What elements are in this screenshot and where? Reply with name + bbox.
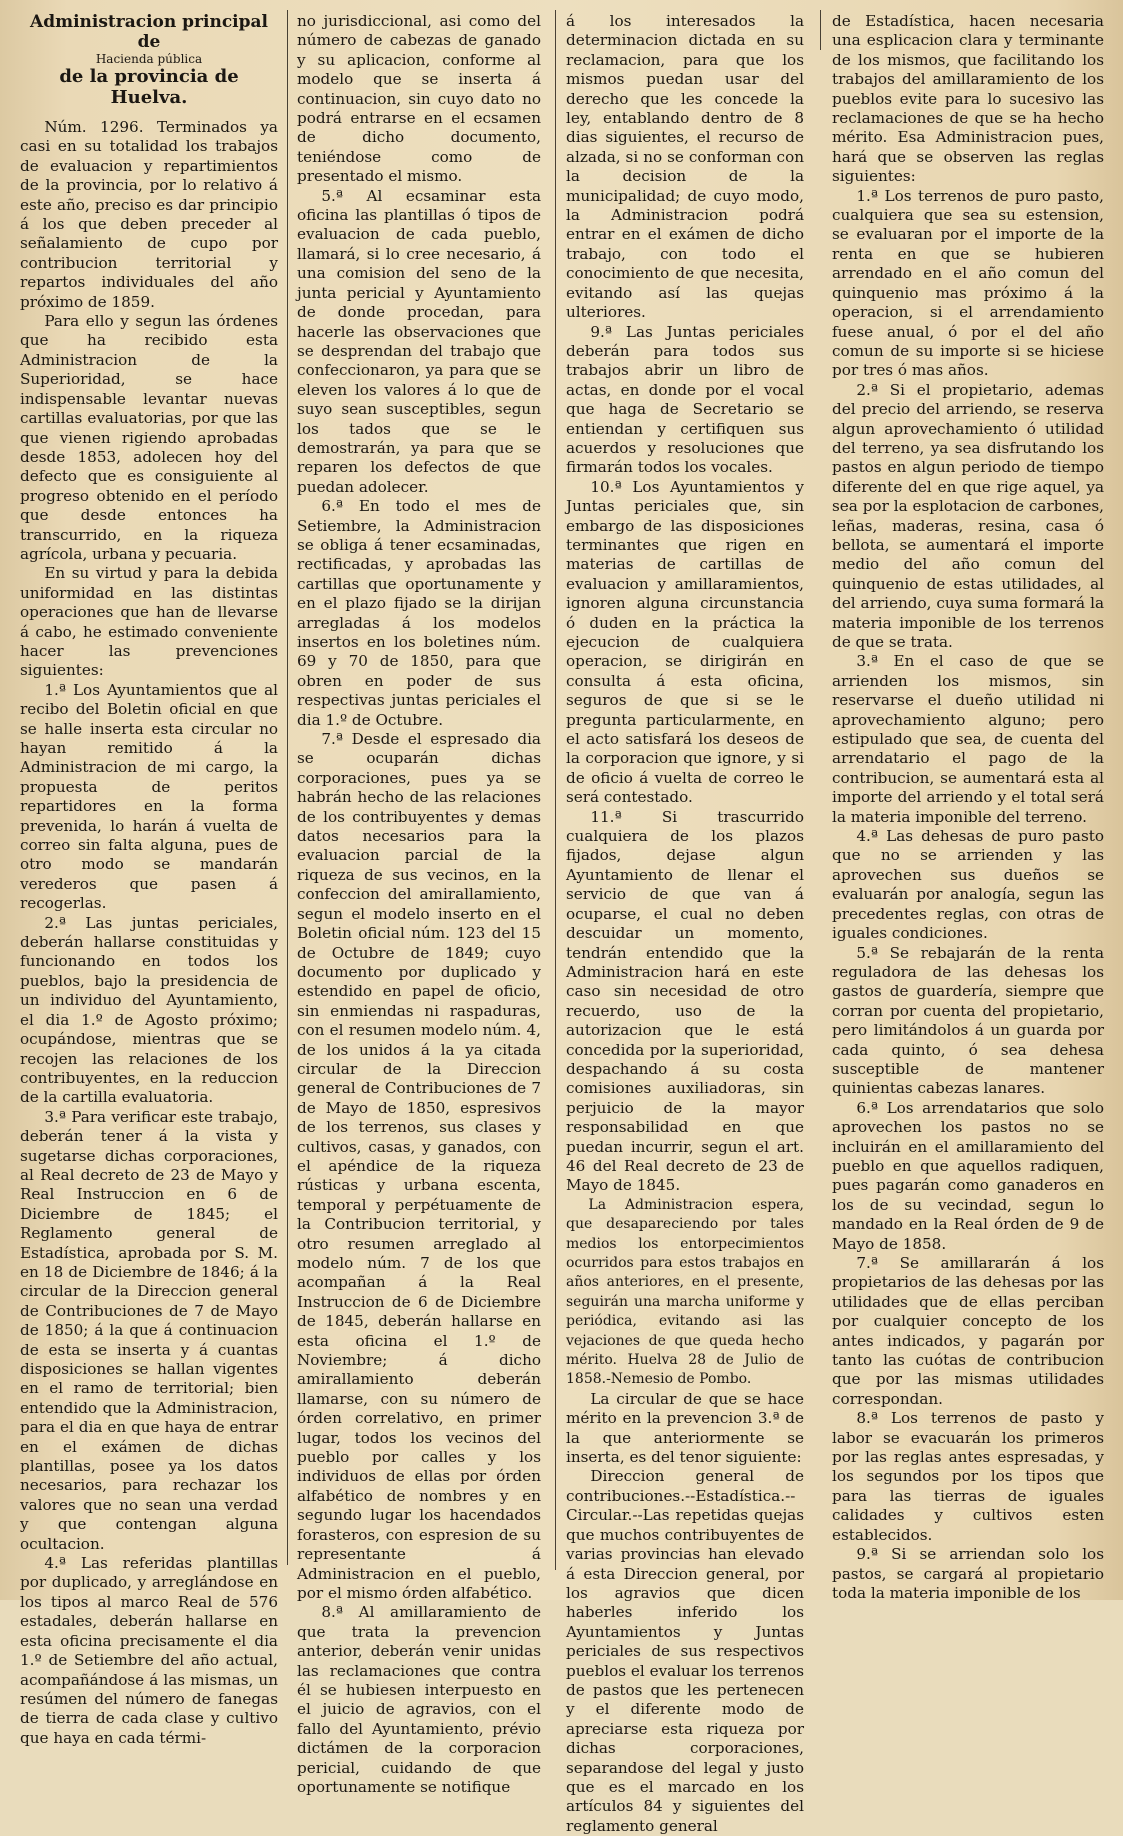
column-rule-1 <box>287 10 288 1565</box>
paragraph: 8.ª Los terrenos de pasto y labor se evacuarán los primeros por las reglas antes espresadas, y los segundos por los tipos que para las tierras de iguales calidades y cultivos esten establecidos. <box>832 1409 1104 1544</box>
paragraph: 6.ª En todo el mes de Setiembre, la Administracion se obliga á tener ecsaminadas, rectificadas, y aprobadas las cartillas que oportunamente y en el plazo fijado se la dirijan arregladas á los modelos insertos en los boletines núm. 69 y 70 de 1850, para que obren en poder de sus respectivas juntas periciales el dia 1.º de Octubre. <box>297 497 541 729</box>
paragraph: 3.ª Para verificar este trabajo, deberán tener á la vista y sugetarse dichas corporaciones, al Real decreto de 23 de Mayo y Real Instruccion en 6 de Diciembre de 1845; el Reglamento general de Estadística, aprobada por S. M. en 18 de Diciembre de 1846; á la circular de la Direccion general de Contribuciones de 7 de Mayo de 1850; á la que á continuacion de esta se inserta y á cuantas disposiciones se hallan vigentes en el ramo de territorial; bien entendido que la Administracion, para el dia en que haya de entrar en el exámen de dichas plantillas, posee ya los datos necesarios, para rechazar los valores que no sean una verdad y que contengan alguna ocultacion. <box>20 1107 278 1553</box>
paragraph: no jurisdiccional, asi como del número de cabezas de ganado y su aplicacion, conforme al modelo que se inserta á continuacion, sin cuyo dato no podrá entrarse en el ecsamen de dicho documento, teniéndose como de presentado el mismo. <box>297 12 541 186</box>
paragraph: de Estadística, hacen necesaria una esplicacion clara y terminante de los mismos, que facilitando los trabajos del amillaramiento de los pueblos evite para lo sucesivo las reclamaciones de que se ha hecho mérito. Esa Administracion pues, hará que se observen las reglas siguientes: <box>832 12 1104 186</box>
paragraph: 5.ª Al ecsaminar esta oficina las plantillas ó tipos de evaluacion de cada pueblo, llamará, si lo cree necesario, á una comision del seno de la junta pericial y Ayuntamiento de donde procedan, para hacerle las observaciones que se desprendan del trabajo que confeccionaron, ya para que se eleven los valores á lo que de suyo sean susceptibles, segun los tados que se le demostrarán, ya para que se reparen los defectos de que puedan adolecer. <box>297 186 541 496</box>
paragraph: 1.ª Los Ayuntamientos que al recibo del Boletin oficial en que se halle inserta esta circular no hayan remitido á la Administracion de mi cargo, la propuesta de peritos repartidores en la forma prevenida, lo harán á vuelta de correo sin falta alguna, pues de otro modo se mandarán verederos que pasen á recogerlas. <box>20 680 278 913</box>
closing-paragraph: La Administracion espera, que desapareciendo por tales medios los entorpecimientos ocurridos para estos trabajos en años anteriores, en el presente, seguirán una marcha uniforme y periódica, evitando asi las vejaciones de que queda hecho mérito. Huelva 28 de Julio de 1858.-Nemesio de Pombo. <box>566 1196 804 1388</box>
column-1 <box>20 12 278 1747</box>
header-province: de la provincia de Huelva. <box>59 66 239 108</box>
paragraph: 9.ª Si se arriendan solo los pastos, se cargará al propietario toda la materia imponible de los <box>832 1545 1104 1602</box>
paragraph: 4.ª Las referidas plantillas por duplicado, y arreglándose en los tipos al marco Real de 576 estadales, deberán hallarse en esta oficina precisamente el dia 1.º de Setiembre del año actual, acompañándose á las mismas, un resúmen del número de fanegas de tierra de cada clase y cultivo que haya en cada térmi- <box>20 1554 278 1747</box>
column-rule-2 <box>555 10 556 1570</box>
paragraph: La circular de que se hace mérito en la prevencion 3.ª de la que anteriormente se inserta, es del tenor siguiente: <box>566 1389 804 1467</box>
paragraph: Núm. 1296. Terminados ya casi en su totalidad los trabajos de evaluacion y repartimientos de la provincia, por lo relativo á este año, preciso es dar principio á los que deben preceder al señalamiento de cupo por contribucion territorial y repartos individuales del año próximo de 1859. <box>20 118 278 311</box>
column-4 <box>832 12 1104 1602</box>
column-2 <box>297 12 541 1796</box>
paragraph: 1.ª Los terrenos de puro pasto, cualquiera que sea su estension, se evaluaran por el importe de la renta en que se hubieren arrendado en el año comun del quinquenio mas próximo á la operacion, si el arrendamiento fuese anual, ó por el del año comun de su importe si se hiciese por tres ó mas años. <box>832 186 1104 380</box>
paragraph: 5.ª Se rebajarán de la renta reguladora de las dehesas los gastos de guardería, siempre que corran por cuenta del propietario, pero limitándolos á un guarda por cada quinto, ó sea dehesa susceptible de mantener quinientas cabezas lanares. <box>832 943 1104 1098</box>
paragraph: En su virtud y para la debida uniformidad en las distintas operaciones que han de llevarse á cabo, he estimado conveniente hacer las prevenciones siguientes: <box>20 564 278 680</box>
paragraph: 3.ª En el caso de que se arrienden los mismos, sin reservarse el dueño utilidad ni aprovechamiento alguno; pero estipulado que sea, de cuenta del arrendatario el pago de la contribucion, se aumentará esta al importe del arriendo y el total será la materia imponible del terreno. <box>832 652 1104 826</box>
paragraph: á los interesados la determinacion dictada en su reclamacion, para que los mismos puedan usar del derecho que les concede la ley, entablando dentro de 8 dias siguientes, el recurso de alzada, si no se conforman con la decision de la municipalidad; de cuyo modo, la Administracion podrá entrar en el exámen de dicho trabajo, con todo el conocimiento de que necesita, evitando así las quejas ulteriores. <box>566 12 804 322</box>
header-subtitle: Hacienda pública <box>95 52 203 66</box>
paragraph: 2.ª Si el propietario, ademas del precio del arriendo, se reserva algun aprovechamiento ó utilidad del terreno, ya sea disfrutando los pastos en algun periodo de tiempo diferente del en que rige aquel, ya sea por la esplotacion de carbones, leñas, maderas, resina, casa ó bellota, se aumentará el importe medio del año comun del quinquenio de estas utilidades, al del arriendo, cuya suma formará la materia imponible de los terrenos de que se trata. <box>832 380 1104 651</box>
paragraph: 11.ª Si trascurrido cualquiera de los plazos fijados, dejase algun Ayuntamiento de llenar el servicio de que van á ocuparse, el cual no deben descuidar un momento, tendrán entendido que la Administracion hará en este caso sin necesidad de otro recuerdo, uso de la autorizacion que le está concedida por la superioridad, despachando á su costa comisiones auxiliadoras, sin perjuicio de la mayor responsabilidad en que puedan incurrir, segun el art. 46 del Real decreto de 23 de Mayo de 1845. <box>566 807 804 1195</box>
header-office: Administracion principal de <box>30 12 268 52</box>
column-3 <box>566 12 804 1835</box>
paragraph: 2.ª Las juntas periciales, deberán hallarse constituidas y funcionando en todos los pueblos, bajo la presidencia de un individuo del Ayuntamiento, el dia 1.º de Agosto próximo; ocupándose, mientras que se recojen las relaciones de los contribuyentes, en la reduccion de la cartilla evaluatoria. <box>20 913 278 1107</box>
paragraph: 6.ª Los arrendatarios que solo aprovechen los pastos no se incluirán en el amillaramiento del pueblo en que aquellos radiquen, pues pagarán como ganaderos en los de su vecindad, segun lo mandado en la Real órden de 9 de Mayo de 1858. <box>832 1098 1104 1253</box>
paragraph: 10.ª Los Ayuntamientos y Juntas periciales que, sin embargo de las disposiciones terminantes que rigen en materias de cartillas de evaluacion y amillaramientos, ignoren alguna circunstancia ó duden en la práctica la ejecucion de cualquiera operacion, se dirigirán en consulta á esta oficina, seguros de que si se le pregunta particularmente, en el acto satisfará los deseos de la corporacion que ignore, y si de oficio á vuelta de correo le será contestado. <box>566 477 804 807</box>
column-rule-3 <box>820 10 821 50</box>
paragraph: Direccion general de contribuciones.--Estadística.--Circular.--Las repetidas quejas que muchos contribuyentes de varias provincias han elevado á esta Direccion general, por los agravios que dicen haberles inferido los Ayuntamientos y Juntas periciales de sus respectivos pueblos el evaluar los terrenos de pastos que les pertenecen y el diferente modo de apreciarse esta riqueza por dichas corporaciones, separandose del legal y justo que es el marcado en los artículos 84 y siguientes del reglamento general <box>566 1467 804 1835</box>
paragraph: 7.ª Desde el espresado dia se ocuparán dichas corporaciones, pues ya se habrán hecho de las relaciones de los contribuyentes y demas datos necesarios para la evaluacion parcial de la riqueza de sus vecinos, en la confeccion del amirallamiento, segun el modelo inserto en el Boletin oficial núm. 123 del 15 de Octubre de 1849; cuyo documento por duplicado y estendido en papel de oficio, sin enmiendas ni raspaduras, con el resumen modelo núm. 4, de los unidos á la ya citada circular de la Direccion general de Contribuciones de 7 de Mayo de 1850, espresivos de los terrenos, sus clases y cultivos, casas, y ganados, con el apéndice de la riqueza rústicas y urbana escenta, temporal y perpétuamente de la Contribucion territorial, y otro resumen arreglado al modelo núm. 7 de los que acompañan á la Real Instruccion de 6 de Diciembre de 1845, deberán hallarse en esta oficina el 1.º de Noviembre; á dicho amirallamiento deberán llamarse, con su número de órden correlativo, en primer lugar, todos los vecinos del pueblo por calles y los individuos de ellas por órden alfabético de nombres y en segundo lugar los hacendados forasteros, con espresion de su representante á Administracion en el pueblo, por el mismo órden alfabético. <box>297 730 541 1602</box>
paragraph: 7.ª Se amillararán á los propietarios de las dehesas por las utilidades que de ellas perciban por cualquier concepto de los antes indicados, y pagarán por tanto las cuótas de contribucion que por las mismas utilidades correspondan. <box>832 1254 1104 1408</box>
paragraph: 9.ª Las Juntas periciales deberán para todos sus trabajos abrir un libro de actas, en donde por el vocal que haga de Secretario se entiendan y certifiquen sus acuerdos y resoluciones que firmarán todos los vocales. <box>566 322 804 477</box>
paragraph: Para ello y segun las órdenes que ha recibido esta Administracion de la Superioridad, se hace indispensable levantar nuevas cartillas evaluatorias, por que las que vienen rigiendo aprobadas desde 1853, adolecen hoy del defecto que es consiguiente al progreso obtenido en el período que desde entonces ha transcurrido, en la riqueza agrícola, urbana y pecuaria. <box>20 312 278 563</box>
paragraph: 8.ª Al amillaramiento de que trata la prevencion anterior, deberán venir unidas las reclamaciones que contra él se hubiesen interpuesto en el juicio de agravios, con el fallo del Ayuntamiento, prévio dictámen de la corporacion pericial, cuidando de que oportunamente se notifique <box>297 1603 541 1796</box>
paragraph: 4.ª Las dehesas de puro pasto que no se arrienden y las aprovechen sus dueños se evaluarán por analogía, segun las precedentes reglas, con otras de iguales condiciones. <box>832 827 1104 943</box>
